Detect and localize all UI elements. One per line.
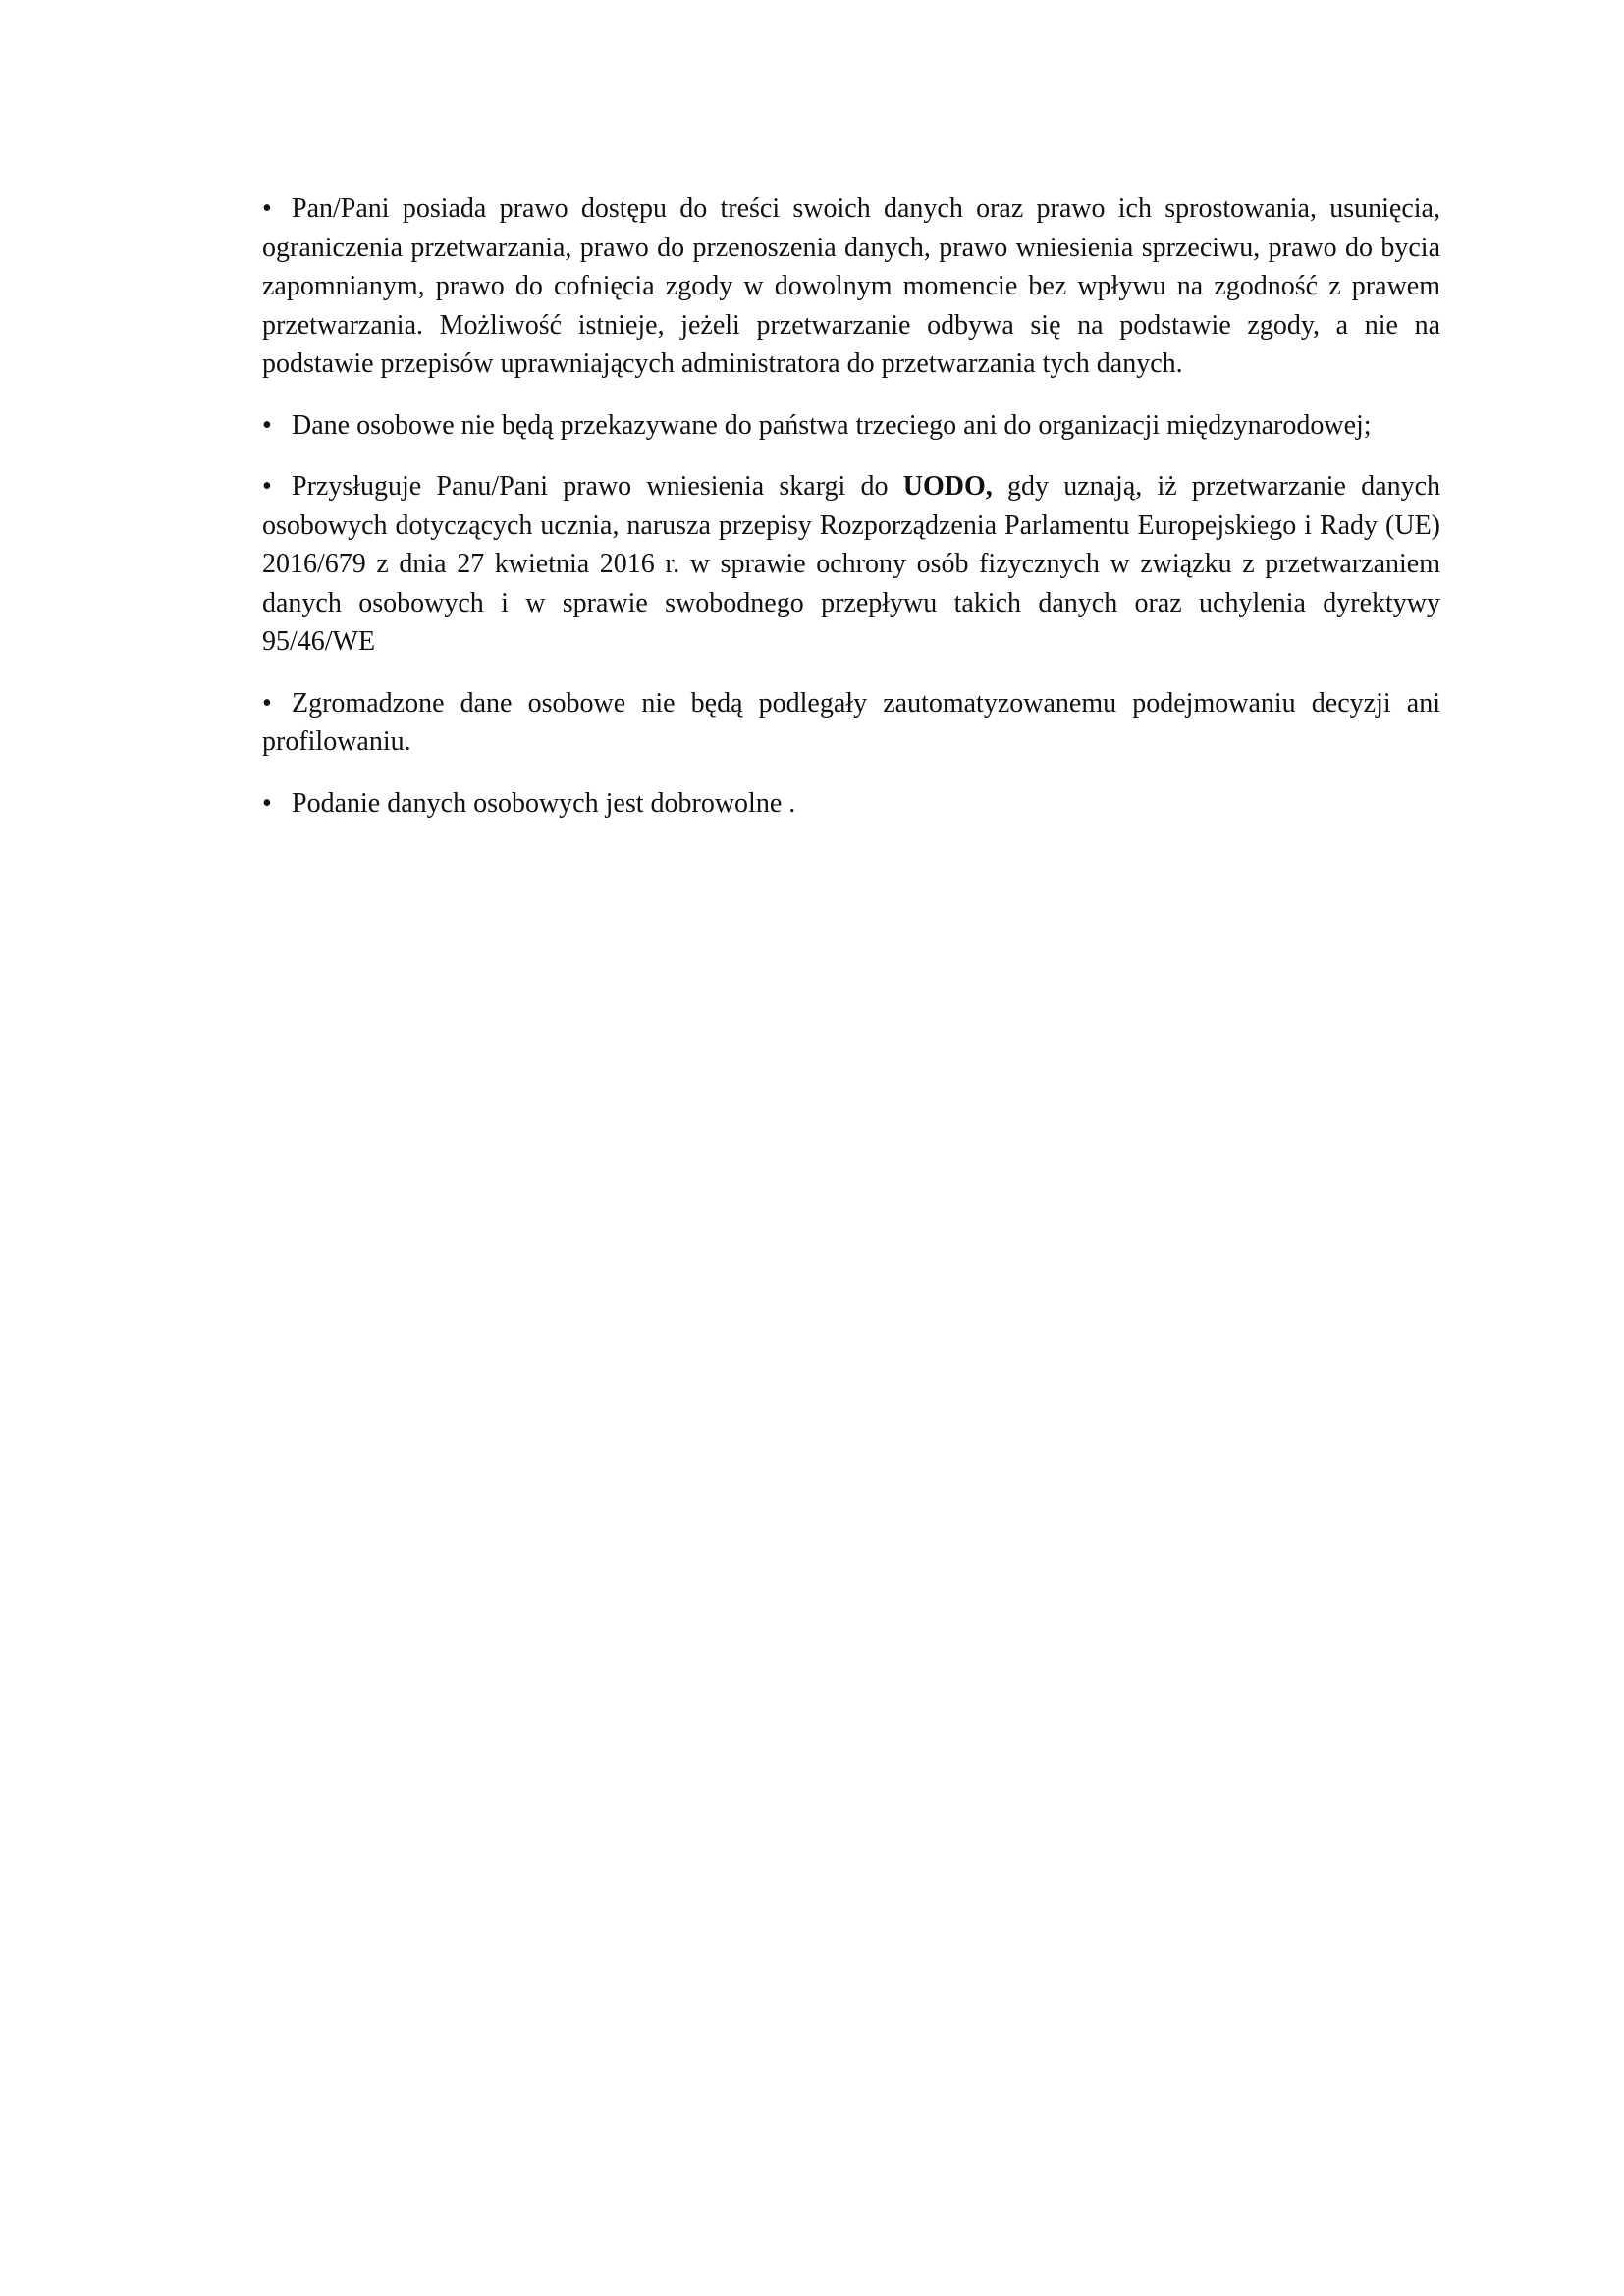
list-item-profiling [262, 684, 1440, 762]
document-body [262, 189, 1440, 823]
list-item-data-rights [262, 189, 1440, 384]
bullet-marker: • [262, 409, 272, 441]
item-text-data-rights: Pan/Pani posiada prawo dostępu do treści swoich danych oraz prawo ich sprostowania, usunięcia, ograniczenia przetwarzania, prawo do przenoszenia danych, prawo wniesienia sprzeciwu, prawo do bycia zapomnianym, prawo do cofnięcia zgody w dowolnym momencie bez wpływu na zgodność z prawem przetwarzania. Możliwość istnieje, jeżeli przetwarzanie odbywa się na podstawie zgody, a nie na podstawie przepisów uprawniających administratora do przetwarzania tych danych. [262, 193, 1440, 379]
list-item-voluntary [262, 784, 1440, 824]
bullet-marker: • [262, 687, 272, 719]
item-text-complaint-after: gdy uznają, iż przetwarzanie danych osobowych dotyczących ucznia, narusza przepisy Rozporządzenia Parlamentu Europejskiego i Rady (UE) 2016/679 z dnia 27 kwietnia 2016 r. w sprawie ochrony osób fizycznych w związku z przetwarzaniem danych osobowych i w sprawie swobodnego przepływu takich danych oraz uchylenia dyrektywy 95/46/WE [262, 471, 1440, 657]
list-item-third-country [262, 406, 1440, 446]
list-item-complaint [262, 467, 1440, 662]
item-text-voluntary: Podanie danych osobowych jest dobrowolne . [292, 787, 796, 819]
bullet-marker: • [262, 471, 272, 502]
item-text-complaint-before: Przysługuje Panu/Pani prawo wniesienia skargi do [292, 471, 903, 502]
item-text-third-country: Dane osobowe nie będą przekazywane do państwa trzeciego ani do organizacji międzynarodowej; [292, 409, 1372, 441]
bullet-marker: • [262, 193, 272, 224]
item-text-uodo: UODO, [902, 471, 993, 502]
item-text-profiling: Zgromadzone dane osobowe nie będą podlegały zautomatyzowanemu podejmowaniu decyzji ani profilowaniu. [262, 687, 1440, 757]
bullet-marker: • [262, 787, 272, 819]
